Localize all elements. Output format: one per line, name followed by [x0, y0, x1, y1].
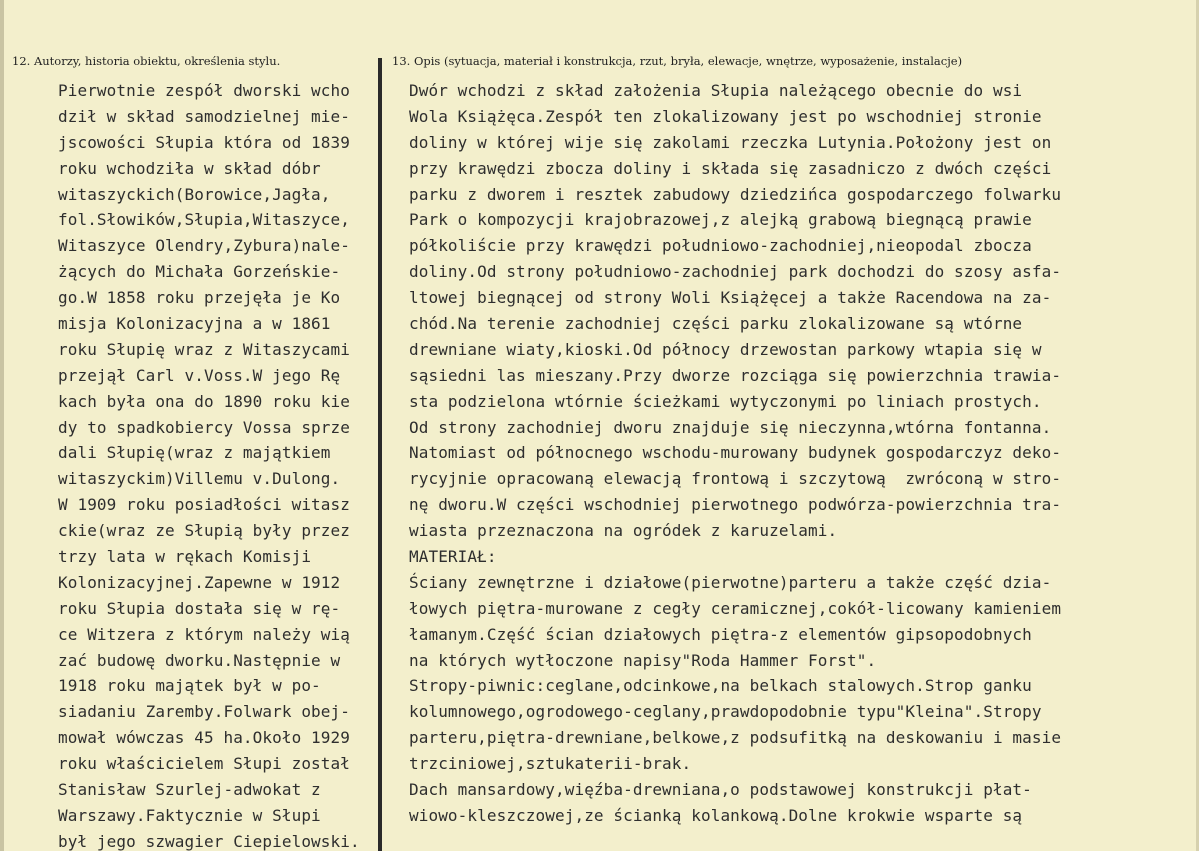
text-line: W 1909 roku posiadłości witasz [58, 495, 350, 515]
text-line: doliny w której wije się zakolami rzeczka Lutynia.Położony jest on [409, 132, 1052, 152]
text-line: Ściany zewnętrzne i działowe(pierwotne)parteru a także część dzia- [409, 572, 1052, 592]
text-line: MATERIAŁ: [409, 547, 497, 567]
text-line: witaszyckich(Borowice,Jagła, [58, 184, 331, 204]
text-line: Dwór wchodzi z skład założenia Słupia należącego obecnie do wsi [409, 81, 1023, 100]
text-line: Stropy-piwnic:ceglane,odcinkowe,na belkach stalowych.Strop ganku [409, 676, 1032, 696]
text-line: łamanym.Część ścian działowych piętra-z elementów gipsopodobnych [409, 624, 1032, 644]
text-line: parku z dworem i resztek zabudowy dziedzińca gospodarczego folwarku [409, 184, 1062, 204]
text-line: drewniane wiaty,kioski.Od północy drzewostan parkowy wtapia się w [409, 339, 1042, 359]
text-line: jscowości Słupia która od 1839 [58, 132, 350, 152]
text-line: dy to spadkobiercy Vossa sprze [58, 417, 350, 437]
text-line: był jego szwagier Ciepielowski. [58, 831, 360, 851]
text-line: siadaniu Zaremby.Folwark obej- [58, 702, 350, 722]
text-line: Wola Książęca.Zespół ten zlokalizowany jest po wschodniej stronie [409, 106, 1042, 126]
text-line: go.W 1858 roku przejęła je Ko [58, 288, 341, 308]
text-line: sta podzielona wtórnie ścieżkami wytyczonymi po liniach prostych. [409, 391, 1042, 411]
text-line: witaszyckim)Villemu v.Dulong. [58, 469, 341, 489]
description-typed-text [409, 78, 1189, 829]
text-line: Natomiast od północnego wschodu-murowany budynek gospodarczyz deko- [409, 443, 1062, 463]
text-line: chód.Na terenie zachodniej części parku zlokalizowane są wtórne [409, 314, 1023, 334]
text-line: roku Słupia dostała się w rę- [58, 598, 341, 618]
text-line: kolumnowego,ogrodowego-ceglany,prawdopodobnie typu"Kleina".Stropy [409, 702, 1042, 722]
text-line: 1918 roku majątek był w po- [58, 676, 321, 696]
text-line: kach była ona do 1890 roku kie [58, 391, 350, 411]
text-line: rycyjnie opracowaną elewacją frontową i szczytową zwróconą w stro- [409, 469, 1062, 489]
text-line: roku wchodziła w skład dóbr [58, 158, 321, 178]
history-typed-text [58, 78, 376, 851]
text-line: wiasta przeznaczona na ogródek z karuzelami. [409, 521, 838, 541]
text-line: przejął Carl v.Voss.W jego Rę [58, 365, 341, 385]
page-left-edge [0, 0, 4, 851]
text-line: fol.Słowików,Słupia,Witaszyce, [58, 210, 350, 230]
text-line: zać budowę dworku.Następnie w [58, 650, 341, 670]
text-line: półkoliście przy krawędzi południowo-zachodniej,nieopodal zbocza [409, 236, 1032, 256]
text-line: doliny.Od strony południowo-zachodniej park dochodzi do szosy asfa- [409, 262, 1062, 282]
text-line: wiowo-kleszczowej,ze ścianką kolankową.Dolne krokwie wsparte są [409, 805, 1023, 825]
text-line: dali Słupię(wraz z majątkiem [58, 443, 331, 463]
text-line: Warszawy.Faktycznie w Słupi [58, 805, 321, 825]
text-line: parteru,piętra-drewniane,belkowe,z podsufitką na deskowaniu i masie [409, 728, 1062, 748]
text-line: Witaszyce Olendry,Zybura)nale- [58, 236, 350, 256]
text-line: roku właścicielem Słupi został [58, 754, 350, 774]
text-line: ckie(wraz ze Słupią były przez [58, 521, 350, 541]
text-line: Od strony zachodniej dworu znajduje się nieczynna,wtórna fontanna. [409, 417, 1052, 437]
text-line: na których wytłoczone napisy"Roda Hammer Forst". [409, 650, 877, 670]
text-line: przy krawędzi zbocza doliny i składa się zasadniczo z dwóch części [409, 158, 1052, 178]
text-line: Park o kompozycji krajobrazowej,z alejką grabową biegnącą prawie [409, 210, 1032, 230]
text-line: mował wówczas 45 ha.Około 1929 [58, 728, 350, 748]
text-line: Pierwotnie zespół dworski wcho [58, 81, 350, 100]
text-line: dził w skład samodzielnej mie- [58, 106, 350, 126]
column-divider [378, 58, 382, 851]
text-line: trzy lata w rękach Komisji [58, 547, 312, 567]
text-line: trzciniowej,sztukaterii-brak. [409, 754, 692, 774]
text-line: Stanisław Szurlej-adwokat z [58, 780, 321, 800]
text-line: roku Słupię wraz z Witaszycami [58, 339, 350, 359]
text-line: sąsiedni las mieszany.Przy dworze rozciąga się powierzchnia trawia- [409, 365, 1062, 385]
text-line: żących do Michała Gorzeńskie- [58, 262, 341, 282]
text-line: Dach mansardowy,więźba-drewniana,o podstawowej konstrukcji płat- [409, 780, 1032, 800]
text-line: ltowej biegnącej od strony Woli Książęcej a także Racendowa na za- [409, 288, 1052, 308]
text-line: misja Kolonizacyjna a w 1861 [58, 314, 331, 334]
text-line: Kolonizacyjnej.Zapewne w 1912 [58, 572, 341, 592]
text-line: nę dworu.W części wschodniej pierwotnego podwórza-powierzchnia tra- [409, 495, 1062, 515]
description-section-header: 13. Opis (sytuacja, materiał i konstrukcja, rzut, bryła, elewacje, wnętrze, wyposażenie, instalacje) [392, 54, 963, 68]
text-line: ce Witzera z którym należy wią [58, 624, 350, 644]
history-section-header: 12. Autorzy, historia obiektu, określenia stylu. [12, 54, 281, 68]
text-line: łowych piętra-murowane z cegły ceramicznej,cokół-licowany kamieniem [409, 598, 1062, 618]
